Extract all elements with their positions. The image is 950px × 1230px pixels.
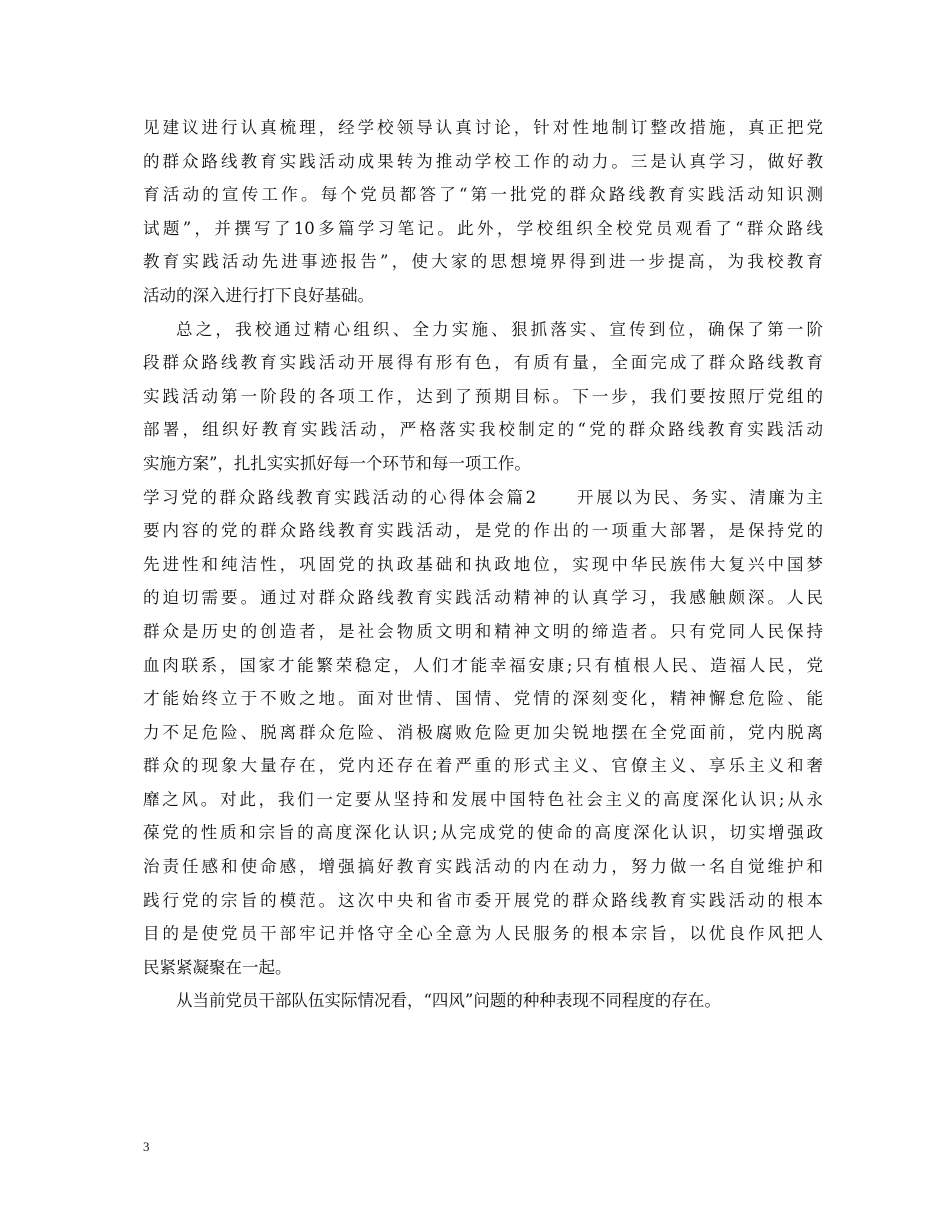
page-number: 3 <box>143 1139 150 1154</box>
text-line: 践行党的宗旨的模范。这次中央和省市委开展党的群众路线教育实践活动的根本 <box>143 890 823 910</box>
text-line: 要内容的党的群众路线教育实践活动，是党的作出的一项重大部署，是保持党的 <box>143 521 823 541</box>
text-line: 总之，我校通过精心组织、全力实施、狠抓落实、宣传到位，确保了第一阶 <box>176 319 823 339</box>
text-line: 从当前党员干部队伍实际情况看，“四风”问题的种种表现不同程度的存在。 <box>176 991 721 1011</box>
text-line: 血肉联系，国家才能繁荣稳定，人们才能幸福安康;只有植根人民、造福人民，党 <box>143 655 823 675</box>
text-line: 群众是历史的创造者，是社会物质文明和精神文明的缔造者。只有党同人民保持 <box>143 621 823 641</box>
text-line: 民紧紧凝聚在一起。 <box>143 957 292 977</box>
text-line: 部署，组织好教育实践活动，严格落实我校制定的“党的群众路线教育实践活动 <box>143 420 823 440</box>
text-line: 目的是使党员干部牢记并恪守全心全意为人民服务的根本宗旨，以优良作风把人 <box>143 924 823 944</box>
text-line: 葆党的性质和宗旨的高度深化认识;从完成党的使命的高度深化认识，切实增强政 <box>143 823 823 843</box>
text-line: 先进性和纯洁性，巩固党的执政基础和执政地位，实现中华民族伟大复兴中国梦 <box>143 554 823 574</box>
paragraph-2 <box>143 313 823 481</box>
text-line: 才能始终立于不败之地。面对世情、国情、党情的深刻变化，精神懈怠危险、能 <box>143 689 823 709</box>
text-line: 段群众路线教育实践活动开展得有形有色，有质有量，全面完成了群众路线教育 <box>143 353 823 373</box>
text-line: 实践活动第一阶段的各项工作，达到了预期目标。下一步，我们要按照厅党组的 <box>143 386 823 406</box>
text-line: 的群众路线教育实践活动成果转为推动学校工作的动力。三是认真学习，做好教 <box>143 151 823 171</box>
text-line: 育活动的宣传工作。每个党员都答了“第一批党的群众路线教育实践活动知识测 <box>143 185 823 205</box>
text-line: 力不足危险、脱离群众危险、消极腐败危险更加尖锐地摆在全党面前，党内脱离 <box>143 722 823 742</box>
text-line: 靡之风。对此，我们一定要从坚持和发展中国特色社会主义的高度深化认识;从永 <box>143 789 823 809</box>
text-line: 实施方案”，扎扎实实抓好每一个环节和每一项工作。 <box>143 453 531 473</box>
text-line: 见建议进行认真梳理，经学校领导认真讨论，针对性地制订整改措施，真正把党 <box>143 118 823 137</box>
text-line: 教育实践活动先进事迹报告”，使大家的思想境界得到进一步提高，为我校教育 <box>143 252 823 272</box>
text-line: 学习党的群众路线教育实践活动的心得体会篇2 开展以为民、务实、清廉为主 <box>143 487 823 507</box>
paragraph-1 <box>143 111 823 313</box>
text-line: 的迫切需要。通过对群众路线教育实践活动精神的认真学习，我感触颇深。人民 <box>143 588 823 608</box>
document-body <box>143 111 823 1018</box>
text-line: 治责任感和使命感，增强搞好教育实践活动的内在动力，努力做一名自觉维护和 <box>143 857 823 877</box>
text-line: 活动的深入进行打下良好基础。 <box>143 285 374 305</box>
paragraph-4 <box>143 984 823 1018</box>
text-line: 群众的现象大量存在，党内还存在着严重的形式主义、官僚主义、享乐主义和奢 <box>143 756 823 776</box>
paragraph-3 <box>143 481 823 985</box>
text-line: 试题”，并撰写了10多篇学习笔记。此外，学校组织全校党员观看了“群众路线 <box>143 218 823 238</box>
